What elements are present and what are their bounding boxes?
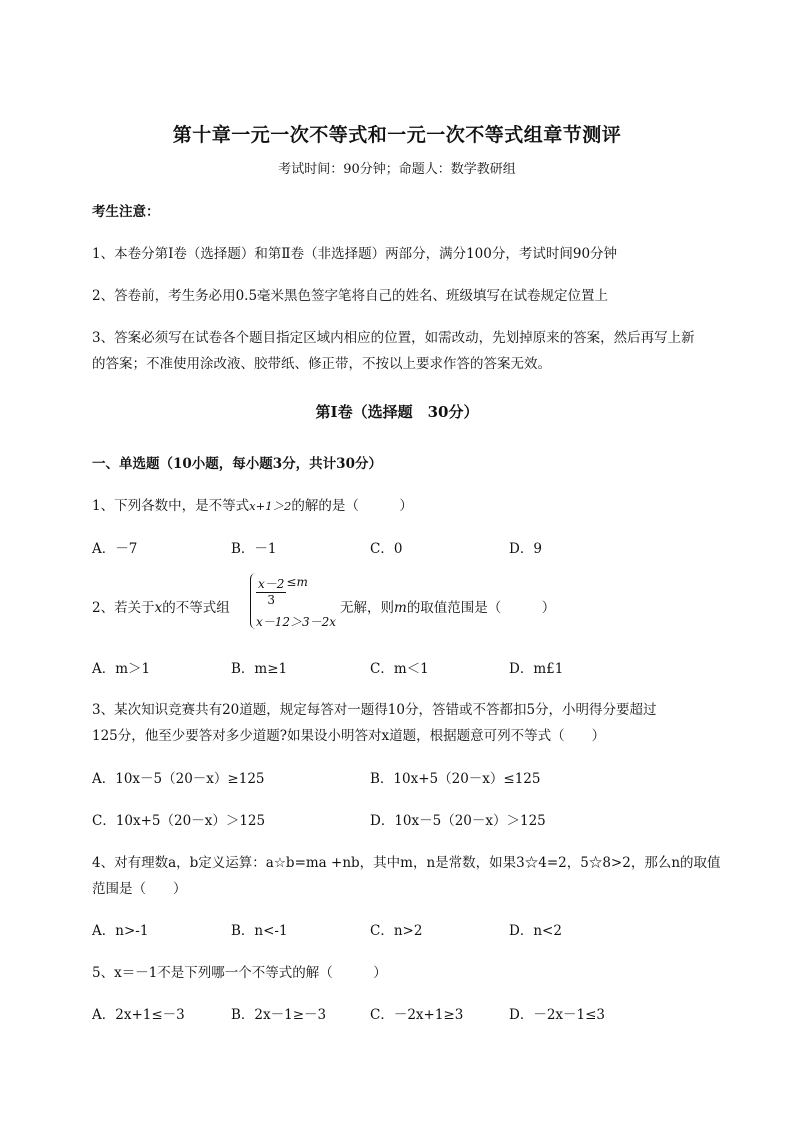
- q1-math: x+1＞2: [249, 499, 292, 513]
- section-title: 第I卷（选择题 30分）: [315, 403, 479, 421]
- q3-option-a[interactable]: A．10x－5（20－x）≥125: [92, 771, 265, 787]
- q2-option-a[interactable]: A．m＞1: [92, 661, 151, 677]
- system-relation: ≤m: [286, 575, 308, 589]
- notice-heading: 考生注意：: [92, 204, 160, 220]
- q2-inequality-system: [250, 573, 340, 631]
- q2-option-c[interactable]: C．m＜1: [370, 661, 429, 677]
- q4-option-c[interactable]: C．n>2: [370, 923, 423, 939]
- question-5-stem: 5、x＝－1不是下列哪一个不等式的解（ ）: [92, 965, 387, 981]
- notice-item-1: 1、本卷分第I卷（选择题）和第Ⅱ卷（非选择题）两部分，满分100分，考试时间90分钟: [92, 246, 618, 262]
- system-fraction: [256, 575, 286, 607]
- q2-var-x: x: [154, 600, 163, 616]
- q4-option-b[interactable]: B．n<-1: [231, 923, 288, 939]
- fraction-numerator: x－2: [258, 577, 285, 591]
- q1-option-d[interactable]: D．9: [509, 541, 542, 557]
- q1-option-a[interactable]: A．－7: [92, 541, 138, 557]
- q2-option-d[interactable]: D．m£1: [509, 661, 564, 677]
- q5-option-a[interactable]: A．2x+1≤－3: [92, 1007, 185, 1023]
- page-title: 第十章一元一次不等式和一元一次不等式组章节测评: [172, 124, 622, 146]
- question-2-stem-b: [340, 596, 555, 616]
- notice-item-2: 2、答卷前，考生务必用0.5毫米黑色签字笔将自己的姓名、班级填写在试卷规定位置上: [92, 288, 609, 304]
- q2-var-m: m: [394, 600, 407, 616]
- q4-option-a[interactable]: A．n>-1: [92, 923, 149, 939]
- q1-stem-a: 1、下列各数中，是不等式: [92, 498, 250, 514]
- question-4-line-1: 4、对有理数a，b定义运算：a☆b=ma +nb，其中m，n是常数，如果3☆4=2，5☆8>2，那么n的取值: [92, 855, 721, 871]
- q2-text-a: 2、若关于: [92, 600, 155, 616]
- q4-option-d[interactable]: D．n<2: [509, 923, 562, 939]
- exam-info: 考试时间：90分钟；命题人：数学教研组: [278, 162, 516, 177]
- notice-item-3: 3、答案必须写在试卷各个题目指定区域内相应的位置，如需改动，先划掉原来的答案，然后再写上新: [92, 330, 695, 346]
- q5-option-b[interactable]: B．2x－1≥－3: [231, 1007, 327, 1023]
- q5-option-c[interactable]: C．－2x+1≥3: [370, 1007, 464, 1023]
- question-3-line-1: 3、某次知识竞赛共有20道题，规定每答对一题得10分，答错或不答都扣5分，小明得分要超过: [92, 702, 657, 718]
- notice-item-3-cont: 的答案；不准使用涂改液、胶带纸、修正带，不按以上要求作答的答案无效。: [92, 356, 551, 372]
- q3-option-c[interactable]: C．10x+5（20－x）＞125: [92, 813, 266, 829]
- part-heading: 一、单选题（10小题，每小题3分，共计30分）: [92, 456, 382, 472]
- q5-option-d[interactable]: D．－2x－1≤3: [509, 1007, 606, 1023]
- system-line-1: [256, 575, 308, 607]
- q1-stem-b: 的解的是（ ）: [291, 498, 413, 514]
- question-1-stem: [92, 494, 413, 514]
- fraction-denominator: 3: [267, 593, 276, 607]
- q2-option-b[interactable]: B．m≥1: [231, 661, 288, 677]
- question-2-stem-a: [92, 596, 230, 616]
- q1-option-b[interactable]: B．－1: [231, 541, 277, 557]
- q3-option-d[interactable]: D．10x－5（20－x）＞125: [370, 813, 546, 829]
- q2-text-c: 无解，则: [340, 600, 394, 616]
- q3-option-b[interactable]: B．10x+5（20－x）≤125: [370, 771, 541, 787]
- system-line-2: x－12＞3－2x: [256, 615, 337, 629]
- question-3-line-2: 125分，他至少要答对多少道题?如果设小明答对x道题，根据题意可列不等式（ ）: [92, 728, 606, 744]
- q2-text-b: 的不等式组: [162, 600, 230, 616]
- q1-option-c[interactable]: C．0: [370, 541, 403, 557]
- question-4-line-2: 范围是（ ）: [92, 881, 187, 897]
- q2-text-d: 的取值范围是（ ）: [406, 600, 556, 616]
